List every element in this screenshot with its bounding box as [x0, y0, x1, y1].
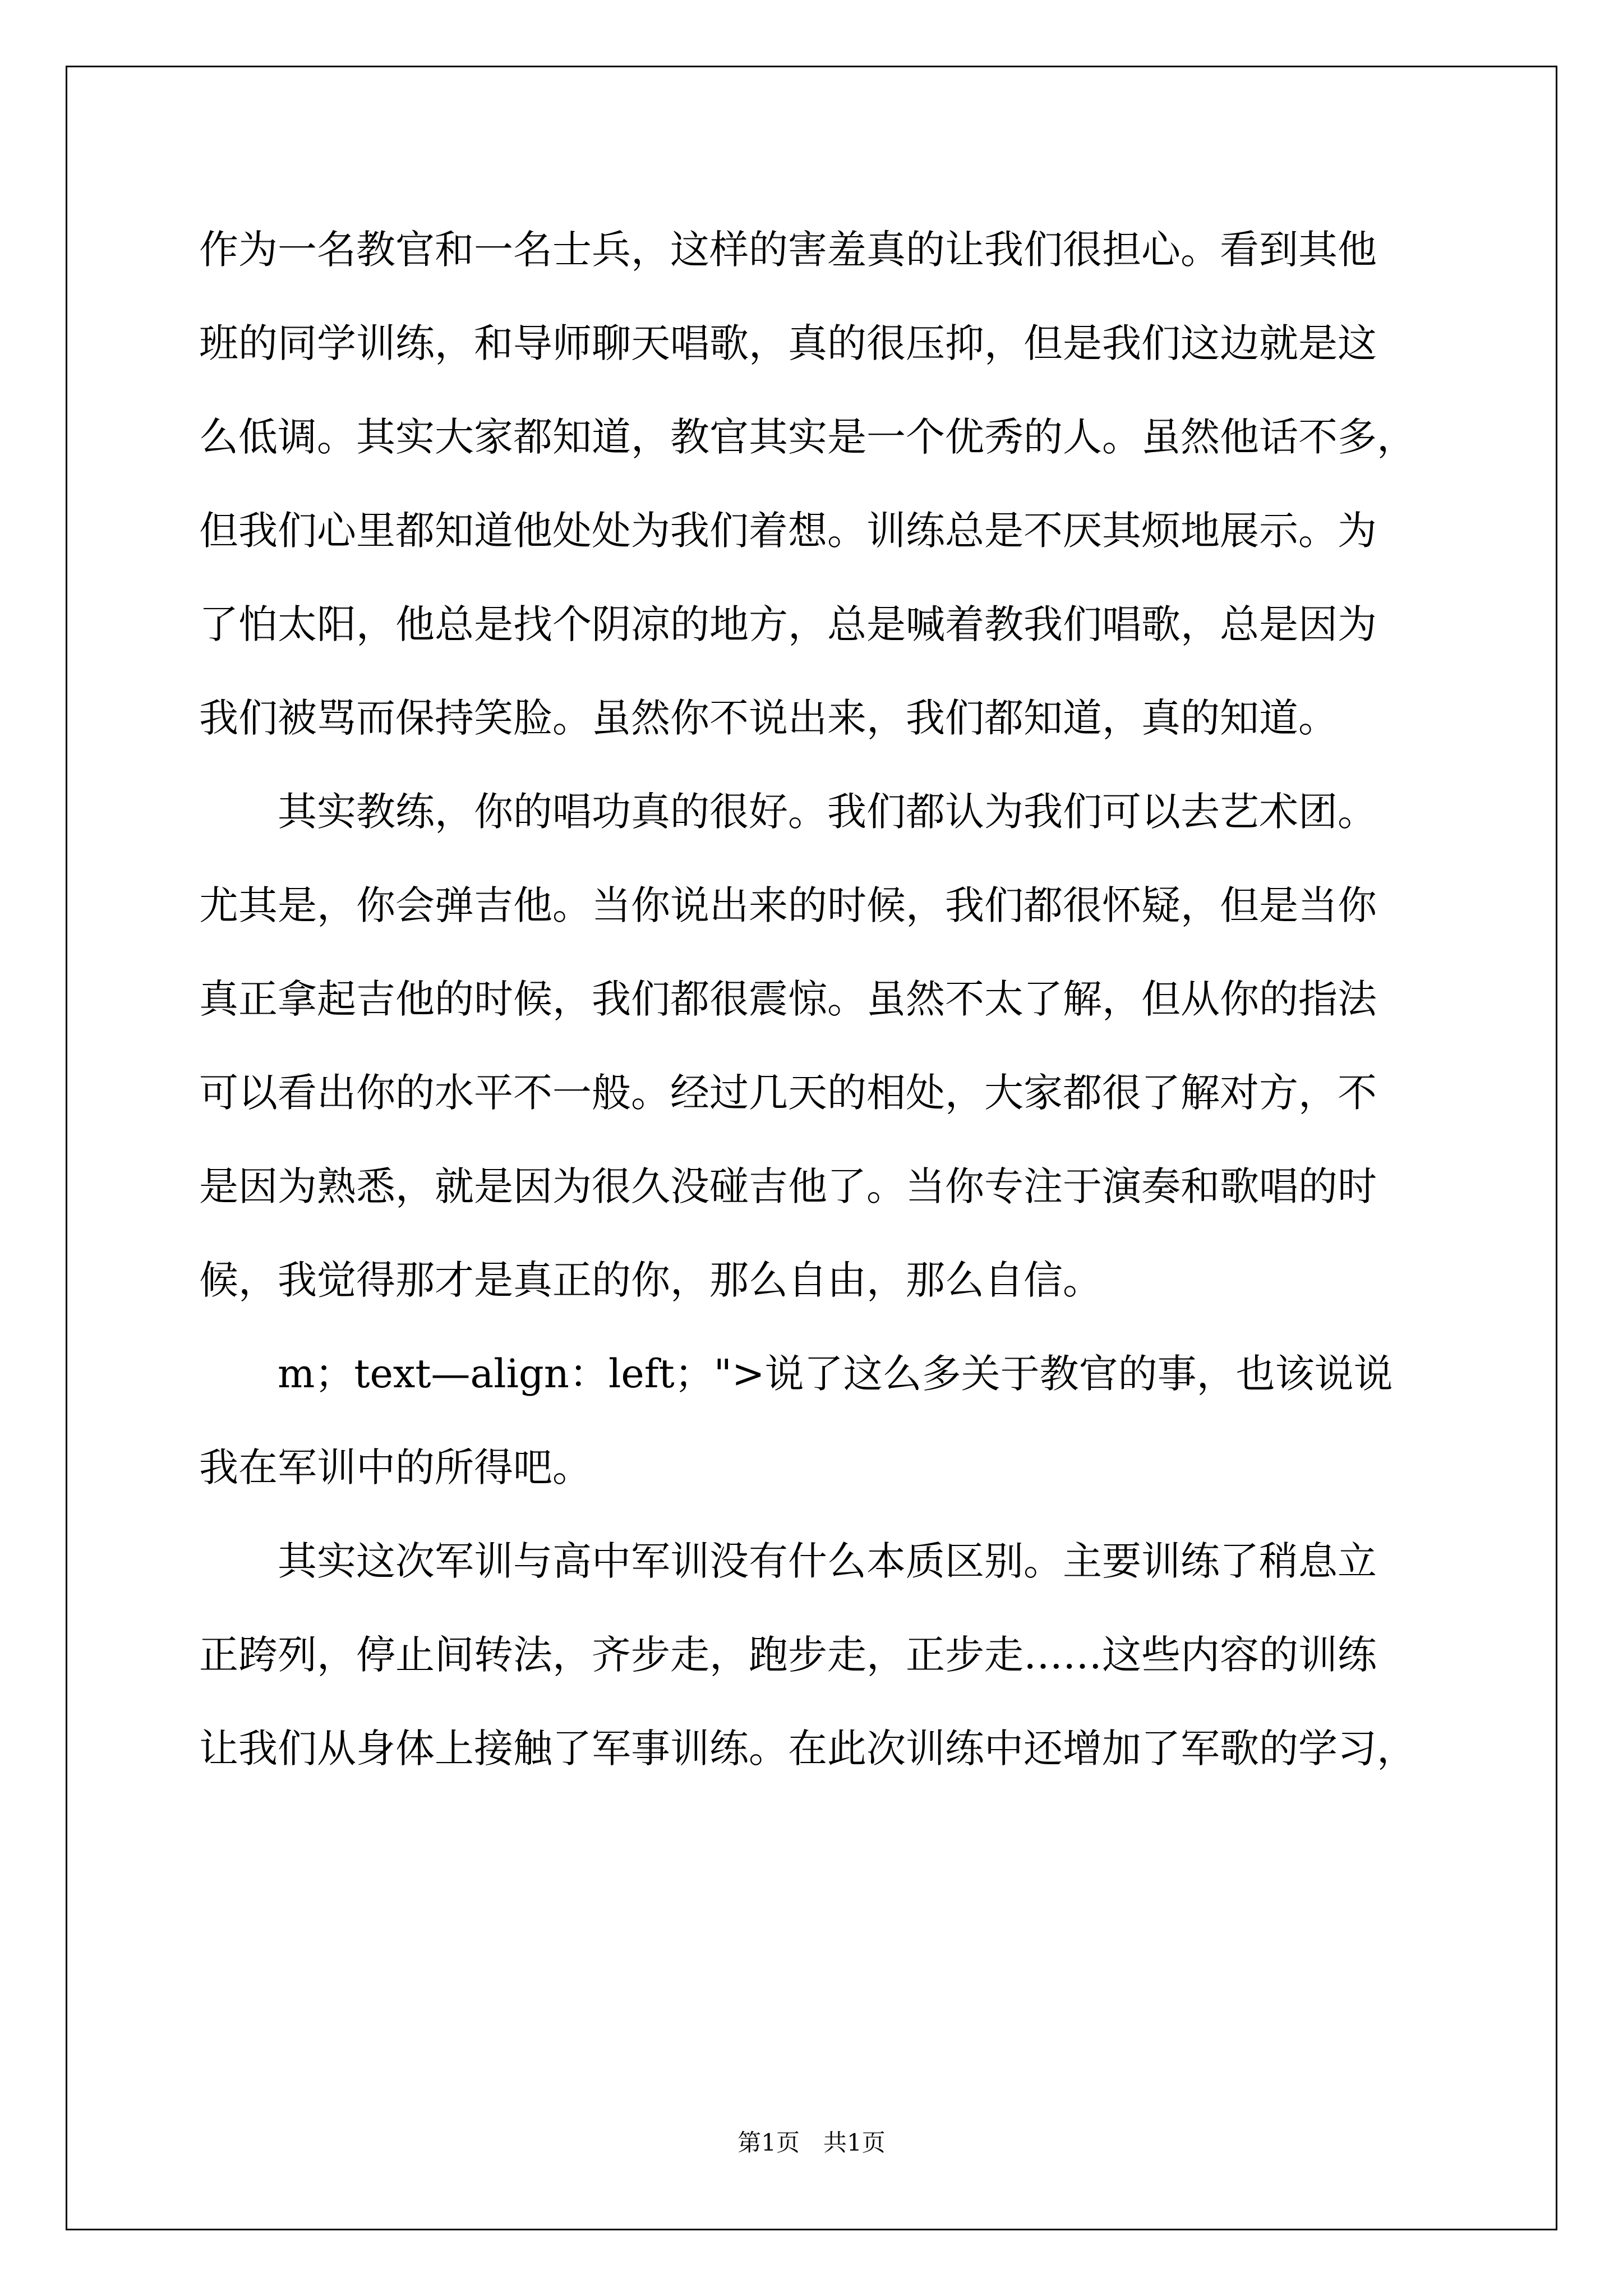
text-line-6: 我们被骂而保持笑脸。虽然你不说出来，我们都知道，真的知道。 [199, 695, 1338, 741]
text-line-7: 其实教练，你的唱功真的很好。我们都认为我们可以去艺术团。 [199, 789, 1377, 835]
text-line-10: 可以看出你的水平不一般。经过几天的相处，大家都很了解对方，不 [199, 1070, 1377, 1116]
text-line-1: 作为一名教官和一名士兵，这样的害羞真的让我们很担心。看到其他 [199, 227, 1377, 273]
text-line-4: 但我们心里都知道他处处为我们着想。训练总是不厌其烦地展示。为 [199, 508, 1377, 554]
text-line-3: 么低调。其实大家都知道，教官其实是一个优秀的人。虽然他话不多， [199, 414, 1416, 460]
text-line-2: 班的同学训练，和导师聊天唱歌，真的很压抑，但是我们这边就是这 [199, 320, 1377, 366]
text-line-16: 正跨列，停止间转法，齐步走，跑步走，正步走……这些内容的训练 [199, 1632, 1377, 1678]
text-line-9: 真正拿起吉他的时候，我们都很震惊。虽然不太了解，但从你的指法 [199, 976, 1377, 1022]
text-line-15: 其实这次军训与高中军训没有什么本质区别。主要训练了稍息立 [199, 1538, 1377, 1584]
text-line-11: 是因为熟悉，就是因为很久没碰吉他了。当你专注于演奏和歌唱的时 [199, 1163, 1377, 1209]
page-border [66, 66, 1557, 2230]
text-line-13: m；text—align：left；">说了这么多关于教官的事，也该说说 [199, 1351, 1393, 1397]
text-line-14: 我在军训中的所得吧。 [199, 1444, 592, 1490]
text-line-17: 让我们从身体上接触了军事训练。在此次训练中还增加了军歌的学习， [199, 1726, 1416, 1772]
text-line-5: 了怕太阳，他总是找个阴凉的地方，总是喊着教我们唱歌，总是因为 [199, 601, 1377, 647]
text-line-12: 候，我觉得那才是真正的你，那么自由，那么自信。 [199, 1257, 1102, 1303]
page-footer: 第1页 共1页 [737, 2129, 886, 2156]
text-line-8: 尤其是，你会弹吉他。当你说出来的时候，我们都很怀疑，但是当你 [199, 882, 1377, 928]
